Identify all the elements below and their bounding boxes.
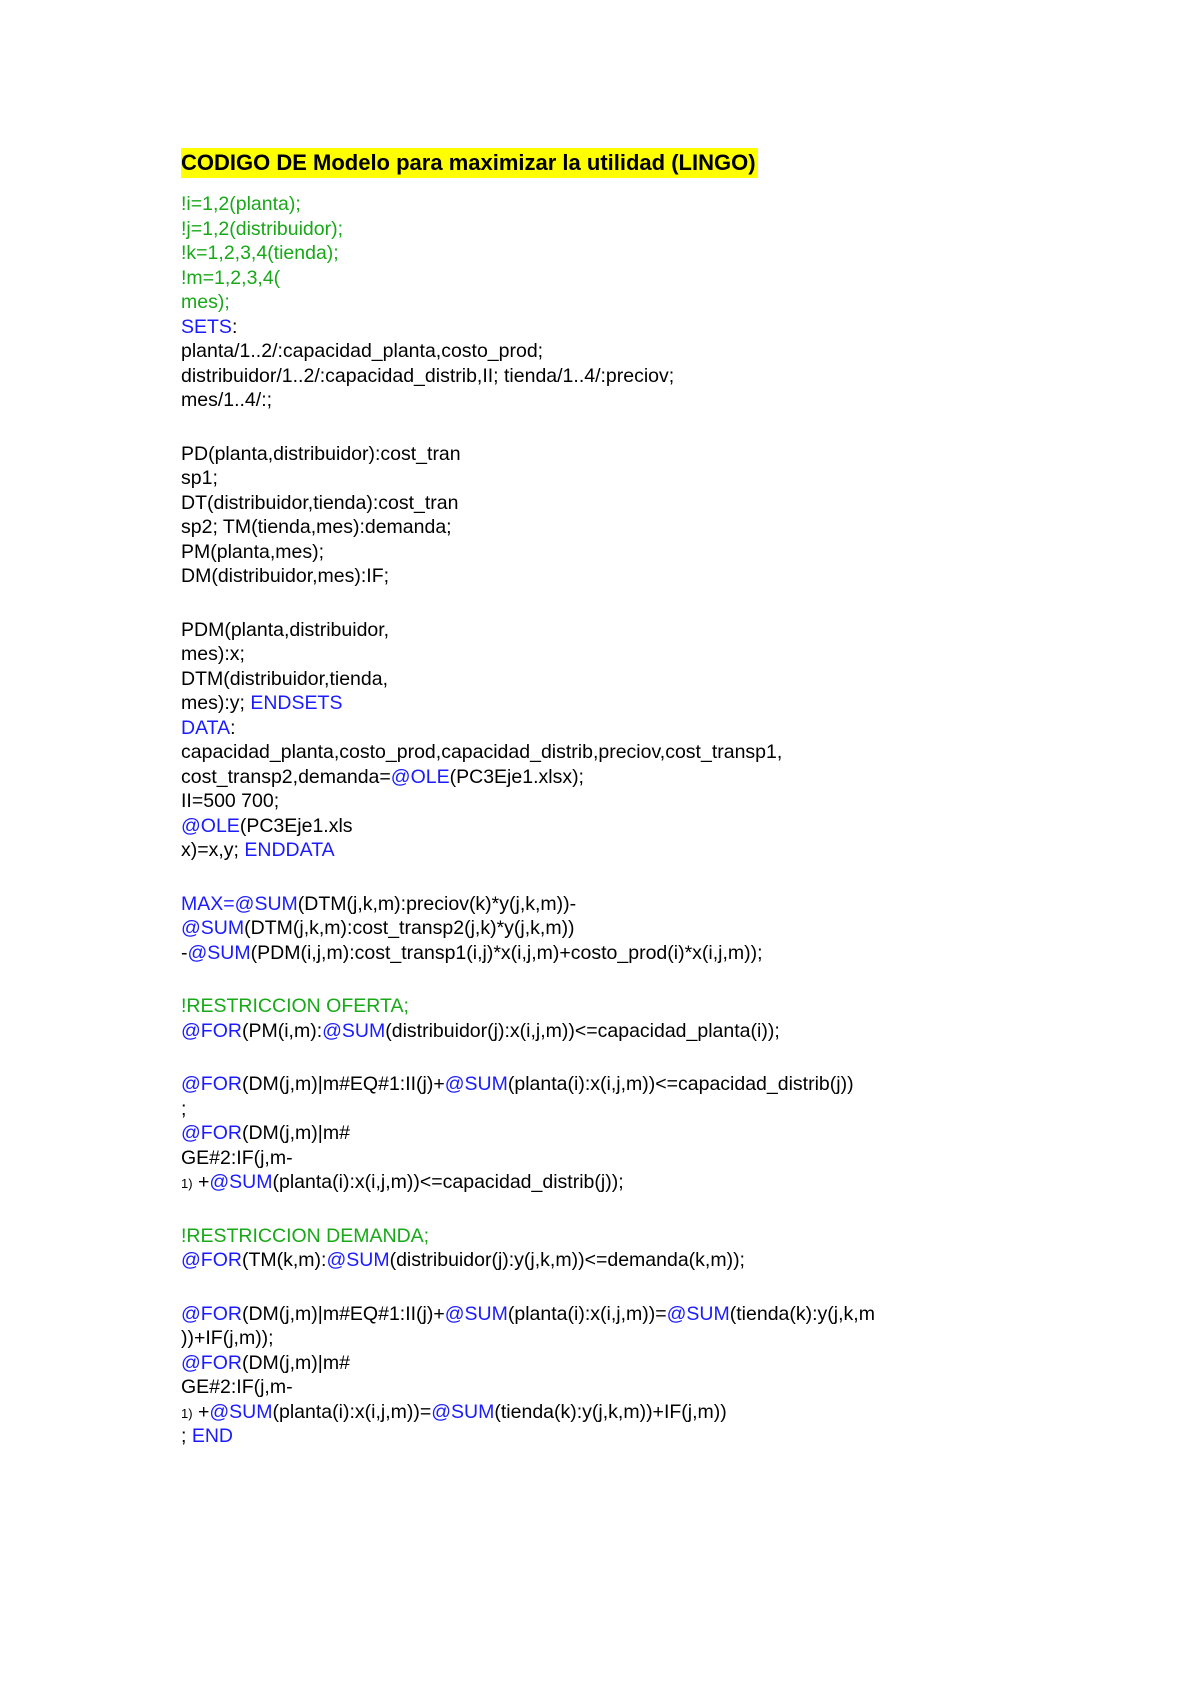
code-text: (DM(j,m)|m#EQ#1:II(j)+ <box>241 1302 445 1325</box>
code-text: 1) <box>181 1405 193 1421</box>
code-keyword: ENDSETS <box>250 692 343 714</box>
code-text: planta/1..2/:capacidad_planta,costo_prod; <box>181 340 544 362</box>
document-page <box>181 148 1161 1449</box>
code-text: (DTM(j,k,m):cost_transp2(j,k)*y(j,k,m)) <box>244 917 575 939</box>
code-line <box>181 217 1161 242</box>
code-text: PD(planta,distribuidor):cost_tran <box>181 442 461 465</box>
code-text: (DM(j,m)|m#EQ#1:II(j)+ <box>241 1073 445 1095</box>
code-line <box>181 466 1161 491</box>
code-text: sp1; <box>181 467 218 489</box>
code-keyword: SETS <box>181 315 232 338</box>
code-text: (PC3Eje1.xls <box>239 814 353 837</box>
code-text: : <box>230 716 236 739</box>
code-comment: !i=1,2(planta); <box>181 193 301 215</box>
code-keyword: @SUM <box>444 1073 508 1095</box>
code-keyword: END <box>191 1425 234 1447</box>
code-text: (DTM(j,k,m):preciov(k)*y(j,k,m))- <box>297 892 577 915</box>
code-line <box>181 1248 1161 1273</box>
code-text: cost_transp2,demanda= <box>181 765 391 788</box>
code-line <box>181 1121 1161 1146</box>
code-keyword: @SUM <box>431 1400 495 1423</box>
code-keyword: @SUM <box>666 1302 730 1325</box>
code-text: : <box>231 315 238 338</box>
blank-line <box>181 1195 1161 1224</box>
code-text: (PC3Eje1.xlsx); <box>449 765 584 788</box>
code-line <box>181 1224 1161 1249</box>
code-line <box>181 540 1161 565</box>
code-text: (planta(i):x(i,j,m))= <box>272 1400 432 1423</box>
code-keyword: @SUM <box>444 1302 508 1325</box>
blank-line <box>181 1043 1161 1072</box>
code-text: GE#2:IF(j,m- <box>181 1376 293 1398</box>
code-line <box>181 290 1161 315</box>
document-title: CODIGO DE Modelo para maximizar la utilidad (LINGO) <box>181 148 758 178</box>
code-keyword: DATA <box>181 716 231 739</box>
code-keyword: @FOR <box>181 1073 242 1095</box>
code-text: (TM(k,m): <box>241 1249 327 1271</box>
code-text: PM(planta,mes); <box>181 540 325 563</box>
code-text: distribuidor/1..2/:capacidad_distrib,II; tienda/1..4/:preciov; <box>181 364 675 387</box>
code-line <box>181 266 1161 291</box>
code-line <box>181 994 1161 1019</box>
code-comment: !m=1,2,3,4( <box>181 266 281 289</box>
blank-line <box>181 413 1161 442</box>
code-text: (planta(i):x(i,j,m))<=capacidad_distrib(j)); <box>272 1171 624 1193</box>
code-line <box>181 1424 1161 1449</box>
code-line <box>181 716 1161 741</box>
code-line <box>181 892 1161 917</box>
code-line <box>181 691 1161 716</box>
code-line <box>181 364 1161 389</box>
code-text: ; <box>181 1097 187 1120</box>
code-line <box>181 442 1161 467</box>
code-keyword: ENDDATA <box>244 839 335 861</box>
code-line <box>181 1400 1161 1425</box>
code-keyword: @FOR <box>181 1302 242 1325</box>
code-keyword: MAX=@SUM <box>181 892 298 915</box>
code-text: (tienda(k):y(j,k,m <box>729 1302 875 1325</box>
blank-line <box>181 965 1161 994</box>
code-text: II=500 700; <box>181 790 280 812</box>
code-text: (PDM(i,j,m):cost_transp1(i,j)*x(i,j,m)+costo_prod(i)*x(i,j,m)); <box>250 941 763 964</box>
code-line <box>181 740 1161 765</box>
lingo-code-listing <box>181 192 1161 1449</box>
code-text: 1) <box>181 1176 193 1191</box>
code-keyword: @SUM <box>209 1400 273 1423</box>
code-text: DM(distribuidor,mes):IF; <box>181 565 390 587</box>
code-text: mes):y; <box>181 692 251 714</box>
code-keyword: @SUM <box>209 1171 273 1193</box>
code-text: (DM(j,m)|m# <box>241 1122 350 1144</box>
code-text: sp2; TM(tienda,mes):demanda; <box>181 516 452 538</box>
code-text: (DM(j,m)|m# <box>241 1351 350 1374</box>
code-line <box>181 491 1161 516</box>
code-line <box>181 241 1161 266</box>
code-keyword: @FOR <box>181 1249 242 1271</box>
code-keyword: @SUM <box>181 917 245 939</box>
code-keyword: @SUM <box>187 941 251 964</box>
code-text: capacidad_planta,costo_prod,capacidad_distrib,preciov,cost_transp1, <box>181 741 783 763</box>
code-text: + <box>192 1171 210 1193</box>
code-text: (PM(i,m): <box>241 1019 323 1042</box>
code-line <box>181 916 1161 941</box>
code-text: + <box>192 1400 210 1423</box>
code-text: GE#2:IF(j,m- <box>181 1146 293 1169</box>
code-keyword: @OLE <box>390 765 450 788</box>
code-line <box>181 667 1161 692</box>
code-keyword: @FOR <box>181 1351 242 1374</box>
code-text: (distribuidor(j):y(j,k,m))<=demanda(k,m)); <box>389 1249 745 1271</box>
blank-line <box>181 863 1161 892</box>
code-text: (planta(i):x(i,j,m))= <box>507 1302 667 1325</box>
code-line <box>181 388 1161 413</box>
code-text: mes):x; <box>181 643 245 665</box>
code-line <box>181 941 1161 966</box>
code-line <box>181 564 1161 589</box>
code-line <box>181 618 1161 643</box>
code-line <box>181 1302 1161 1327</box>
code-line <box>181 1019 1161 1044</box>
code-line <box>181 1170 1161 1195</box>
code-text: DTM(distribuidor,tienda, <box>181 667 388 690</box>
code-text: (distribuidor(j):x(i,j,m))<=capacidad_planta(i)); <box>385 1019 780 1042</box>
code-keyword: @FOR <box>181 1019 242 1042</box>
code-line <box>181 1072 1161 1097</box>
code-comment: !k=1,2,3,4(tienda); <box>181 242 339 264</box>
code-comment: mes); <box>181 291 230 313</box>
code-line <box>181 315 1161 340</box>
code-keyword: @SUM <box>322 1019 386 1042</box>
code-line <box>181 192 1161 217</box>
code-line <box>181 1351 1161 1376</box>
code-comment: !RESTRICCION DEMANDA; <box>181 1224 430 1247</box>
code-line <box>181 838 1161 863</box>
code-text: ; <box>181 1425 192 1447</box>
code-text: PDM(planta,distribuidor, <box>181 618 390 641</box>
code-text: (tienda(k):y(j,k,m))+IF(j,m)) <box>494 1400 727 1423</box>
code-text: DT(distribuidor,tienda):cost_tran <box>181 491 459 514</box>
code-text: ))+IF(j,m)); <box>181 1327 274 1349</box>
blank-line <box>181 1273 1161 1302</box>
code-comment: !j=1,2(distribuidor); <box>181 217 344 240</box>
code-keyword: @FOR <box>181 1122 242 1144</box>
code-line <box>181 1326 1161 1351</box>
code-line <box>181 765 1161 790</box>
code-line <box>181 1097 1161 1122</box>
code-text: mes/1..4/:; <box>181 389 273 411</box>
code-text: - <box>181 941 188 964</box>
code-text: (planta(i):x(i,j,m))<=capacidad_distrib(j)) <box>507 1073 854 1095</box>
code-text: x)=x,y; <box>181 839 245 861</box>
code-line <box>181 1146 1161 1171</box>
code-comment: !RESTRICCION OFERTA; <box>181 995 409 1017</box>
code-line <box>181 814 1161 839</box>
code-line <box>181 515 1161 540</box>
code-line <box>181 339 1161 364</box>
code-line <box>181 642 1161 667</box>
code-keyword: @SUM <box>326 1249 390 1271</box>
blank-line <box>181 589 1161 618</box>
code-line <box>181 789 1161 814</box>
code-keyword: @OLE <box>181 814 240 837</box>
code-line <box>181 1375 1161 1400</box>
